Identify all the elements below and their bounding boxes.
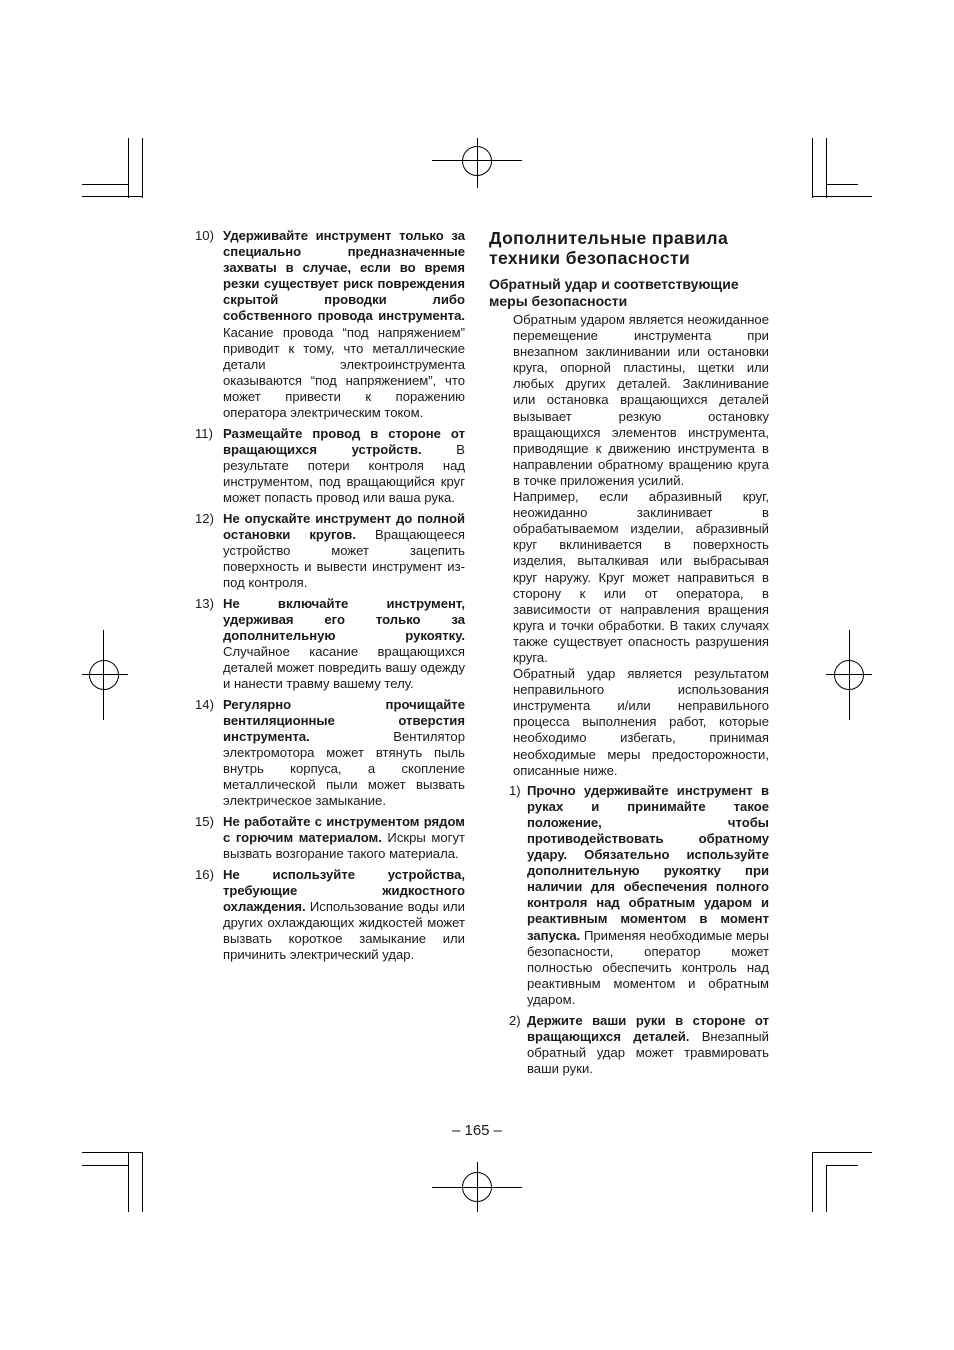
list-item <box>195 867 465 964</box>
section-heading: Дополнительные правила техники безопасности <box>489 228 729 268</box>
item-number: 10) <box>195 228 214 243</box>
item-text: Вращающееся устройство может зацепить поверхность и вывести инструмент из-под контроля. <box>223 526 465 590</box>
item-bold-text: Держите ваши руки в стороне от вращающихся деталей. <box>527 1012 769 1044</box>
list-item <box>509 1013 769 1077</box>
list-item <box>509 783 769 1008</box>
list-item <box>195 697 465 810</box>
item-number: 11) <box>195 425 213 441</box>
list-item <box>195 814 465 862</box>
item-text: Касание провода “под напряжением” приводит к тому, что металлические детали электроинструмента оказываются “под напряжением”, что может привести к поражению оператора электрическим током. <box>223 324 465 421</box>
item-text: Применяя необходимые меры безопасности, оператор может полностью обеспечить контроль над реактивным моментом и обратным ударом. <box>527 927 769 1007</box>
list-item <box>195 511 465 591</box>
item-text: Использование воды или других охлаждающих жидкостей может вызвать короткое замыкание или причинить электрический удар. <box>223 898 465 963</box>
paragraph: Обратный удар является результатом неправильного использования инструмента и/или неправильного процесса выполнения работ, которые необходимо избегать, принимая необходимые меры предосторожности, описанные ниже. <box>513 666 769 778</box>
list-item <box>195 596 465 693</box>
item-bold-text: Не опускайте инструмент до полной остановки кругов. <box>223 510 465 542</box>
item-bold-text: Не используйте устройства, требующие жидкостного охлаждения. <box>223 866 465 914</box>
paragraph: Например, если абразивный круг, неожиданно заклинивает в обрабатываемом изделии, абразивный круг вклинивается в поверхность изделия, выталкивая или выбрасывая круг наружу. Круг может направиться в сторону к или от оператора, в зависимости от направления вращения круга и точки обработки. В таких случаях также существует опасность разрушения круга. <box>513 489 769 665</box>
item-number: 14) <box>195 696 214 712</box>
list-item <box>195 426 465 506</box>
item-number: 15) <box>195 813 214 829</box>
item-number: 1) <box>509 782 521 798</box>
item-number: 12) <box>195 510 214 526</box>
item-text: Внезапный обратный удар может травмировать ваши руки. <box>527 1028 769 1076</box>
section-subheading: Обратный удар и соответствующие меры безопасности <box>489 276 739 309</box>
right-column <box>489 229 769 1081</box>
item-bold-text: Не работайте с инструментом рядом с горючим материалом. <box>223 813 465 845</box>
item-text: Вентилятор электромотора может втянуть пыль внутрь корпуса, а скопление металлической пыли может вызвать электрическое замыкание. <box>223 728 465 809</box>
left-column <box>195 228 465 968</box>
paragraph: Обратным ударом является неожиданное перемещение инструмента при внезапном заклинивании или остановки круга, опорной пластины, щетки или любых других деталей. Заклинивание или остановка вращающихся деталей вызывает резкую остановку вращающихся элементов инструмента, приводящие к движению инструмента в направлении обратному вращению круга в точке приложения усилий. <box>513 312 769 488</box>
item-text: Случайное касание вращающихся деталей может повредить вашу одежду и нанести травму вашему телу. <box>223 643 465 692</box>
item-number: 13) <box>195 595 214 611</box>
page-number: – 165 – <box>451 1122 503 1139</box>
item-bold-text: Размещайте провод в стороне от вращающихся устройств. <box>223 425 465 457</box>
item-bold-text: Удерживайте инструмент только за специально предназначенные захваты в случае, если во время резки существует риск повреждения скрытой проводки либо собственного провода инструмента. <box>223 228 465 324</box>
item-bold-text: Регулярно прочищайте вентиляционные отверстия инструмента. <box>223 696 465 744</box>
item-text: В результате потери контроля над инструментом, под вращающийся круг может попасть провод или ваша рука. <box>223 441 465 505</box>
item-number: 16) <box>195 866 214 882</box>
item-number: 2) <box>509 1012 521 1028</box>
item-text: Искры могут вызвать возгорание такого материала. <box>223 829 465 861</box>
list-item <box>195 228 465 421</box>
item-bold-text: Не включайте инструмент, удерживая его только за дополнительную рукоятку. <box>223 595 465 643</box>
item-bold-text: Прочно удерживайте инструмент в руках и принимайте такое положение, чтобы противодействовать обратному удару. Обязательно используйте дополнительную рукоятку при наличии для обеспечения полного контроля над обратным ударом и реактивным моментом в момент запуска. <box>527 782 769 943</box>
